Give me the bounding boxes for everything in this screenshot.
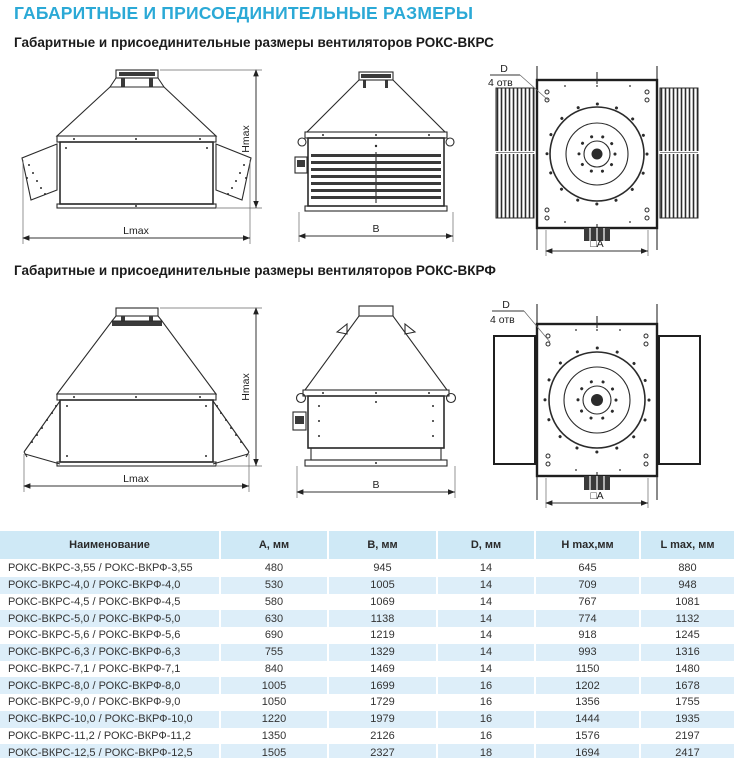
- table-row: [0, 711, 734, 728]
- dimension-cell: 1050: [220, 694, 328, 711]
- dimension-cell: 1350: [220, 728, 328, 745]
- b-dim-label: B: [371, 223, 380, 235]
- dimension-cell: 1219: [328, 627, 437, 644]
- dimension-cell: 2327: [328, 744, 437, 758]
- dimension-cell: 16: [437, 677, 535, 694]
- fan-name-cell: РОКС-ВКРС-3,55 / РОКС-ВКРФ-3,55: [8, 562, 193, 575]
- dimension-cell: 709: [535, 577, 640, 594]
- dimension-cell: 14: [437, 661, 535, 678]
- section-vkrs-subtitle: Габаритные и присоединительные размеры вентиляторов РОКС-ВКРС: [14, 35, 494, 50]
- dimension-cell: 16: [437, 711, 535, 728]
- fan-name-cell: РОКС-ВКРС-11,2 / РОКС-ВКРФ-11,2: [8, 729, 191, 742]
- dimension-cell: 580: [220, 594, 328, 611]
- hmax-label: Hmax: [240, 125, 252, 153]
- dimensions-table: [0, 531, 734, 758]
- dimension-cell: 880: [640, 560, 734, 577]
- table-row: [0, 694, 734, 711]
- square-a-label: □A: [590, 490, 604, 502]
- table-row: [0, 560, 734, 577]
- fan-name-cell: РОКС-ВКРС-12,5 / РОКС-ВКРФ-12,5: [8, 746, 193, 758]
- table-row: [0, 627, 734, 644]
- table-row: [0, 744, 734, 758]
- vkrf-top-view-drawing: [480, 294, 730, 514]
- dimension-cell: 14: [437, 627, 535, 644]
- lmax-label: Lmax: [123, 225, 149, 237]
- table-row: [0, 728, 734, 745]
- fan-name-cell: РОКС-ВКРС-7,1 / РОКС-ВКРФ-7,1: [8, 662, 181, 675]
- dimension-cell: 14: [437, 577, 535, 594]
- fan-name-cell: РОКС-ВКРС-4,0 / РОКС-ВКРФ-4,0: [8, 579, 181, 592]
- dimension-cell: 1469: [328, 661, 437, 678]
- dimension-cell: 1755: [640, 694, 734, 711]
- dimension-cell: 1245: [640, 627, 734, 644]
- table-row: [0, 610, 734, 627]
- lmax-label: Lmax: [123, 473, 149, 485]
- vkrs-drawings-row: [4, 58, 730, 258]
- vkrs-top-view-drawing: [480, 60, 730, 258]
- dimension-cell: 1678: [640, 677, 734, 694]
- dimension-cell: 530: [220, 577, 328, 594]
- fan-name-cell: РОКС-ВКРС-8,0 / РОКС-ВКРФ-8,0: [8, 679, 181, 692]
- dimension-cell: 2417: [640, 744, 734, 758]
- table-row: [0, 644, 734, 661]
- dimension-cell: 1699: [328, 677, 437, 694]
- dimension-cell: 14: [437, 560, 535, 577]
- dimension-cell: 948: [640, 577, 734, 594]
- dimension-cell: 1356: [535, 694, 640, 711]
- dimension-cell: 1005: [328, 577, 437, 594]
- dimension-cell: 1505: [220, 744, 328, 758]
- vkrf-side-view-drawing: [275, 294, 475, 514]
- column-header-2: B, мм: [328, 531, 437, 560]
- table-body: [0, 560, 734, 758]
- hmax-label: Hmax: [240, 373, 252, 401]
- holes-note-label: 4 отв: [488, 77, 513, 89]
- dimension-cell: 1081: [640, 594, 734, 611]
- dimension-cell: 1132: [640, 610, 734, 627]
- dimension-cell: 1979: [328, 711, 437, 728]
- dimension-cell: 2126: [328, 728, 437, 745]
- vkrf-drawings-row: [4, 286, 730, 514]
- dimension-cell: 993: [535, 644, 640, 661]
- dimension-cell: 480: [220, 560, 328, 577]
- fan-name-cell: РОКС-ВКРС-6,3 / РОКС-ВКРФ-6,3: [8, 646, 181, 659]
- dimension-cell: 14: [437, 644, 535, 661]
- dimension-cell: 1202: [535, 677, 640, 694]
- dimension-cell: 1069: [328, 594, 437, 611]
- dimension-cell: 1005: [220, 677, 328, 694]
- section-vkrf-subtitle: Габаритные и присоединительные размеры вентиляторов РОКС-ВКРФ: [14, 263, 496, 278]
- vkrf-front-view-drawing: [4, 294, 269, 514]
- dimension-cell: 767: [535, 594, 640, 611]
- table-row: [0, 594, 734, 611]
- dimension-cell: 14: [437, 594, 535, 611]
- table-row: [0, 661, 734, 678]
- dimension-cell: 18: [437, 744, 535, 758]
- dimension-cell: 16: [437, 728, 535, 745]
- dimension-cell: 1150: [535, 661, 640, 678]
- table-row: [0, 577, 734, 594]
- dimension-cell: 1444: [535, 711, 640, 728]
- dimension-cell: 1480: [640, 661, 734, 678]
- dimension-cell: 1329: [328, 644, 437, 661]
- page-title: ГАБАРИТНЫЕ И ПРИСОЕДИНИТЕЛЬНЫЕ РАЗМЕРЫ: [14, 3, 474, 23]
- column-header-5: L max, мм: [640, 531, 734, 560]
- column-header-4: H max,мм: [535, 531, 640, 560]
- dimension-cell: 690: [220, 627, 328, 644]
- table-header-row: [0, 531, 734, 560]
- dimension-cell: 1316: [640, 644, 734, 661]
- dimension-cell: 645: [535, 560, 640, 577]
- fan-name-cell: РОКС-ВКРС-4,5 / РОКС-ВКРФ-4,5: [8, 595, 181, 608]
- dimension-cell: 1694: [535, 744, 640, 758]
- dimension-cell: 2197: [640, 728, 734, 745]
- dimension-cell: 918: [535, 627, 640, 644]
- dimension-cell: 945: [328, 560, 437, 577]
- dimension-cell: 1220: [220, 711, 328, 728]
- square-a-label: □A: [590, 238, 604, 250]
- column-header-3: D, мм: [437, 531, 535, 560]
- b-dim-label: B: [371, 479, 380, 491]
- column-header-0: Наименование: [0, 531, 220, 560]
- vkrs-side-view-drawing: [275, 60, 475, 258]
- dimension-cell: 1576: [535, 728, 640, 745]
- column-header-1: A, мм: [220, 531, 328, 560]
- fan-name-cell: РОКС-ВКРС-5,0 / РОКС-ВКРФ-5,0: [8, 612, 181, 625]
- table-row: [0, 677, 734, 694]
- d-dim-label: D: [500, 63, 508, 75]
- dimension-cell: 1935: [640, 711, 734, 728]
- dimension-cell: 774: [535, 610, 640, 627]
- dimension-cell: 630: [220, 610, 328, 627]
- holes-note-label: 4 отв: [490, 314, 515, 326]
- vkrs-front-view-drawing: [4, 60, 269, 258]
- fan-name-cell: РОКС-ВКРС-9,0 / РОКС-ВКРФ-9,0: [8, 696, 181, 709]
- dimension-cell: 755: [220, 644, 328, 661]
- dimension-cell: 1729: [328, 694, 437, 711]
- dimension-cell: 840: [220, 661, 328, 678]
- dimension-cell: 1138: [328, 610, 437, 627]
- fan-name-cell: РОКС-ВКРС-5,6 / РОКС-ВКРФ-5,6: [8, 629, 181, 642]
- d-dim-label: D: [502, 299, 510, 311]
- fan-name-cell: РОКС-ВКРС-10,0 / РОКС-ВКРФ-10,0: [8, 713, 193, 726]
- dimension-cell: 14: [437, 610, 535, 627]
- dimension-cell: 16: [437, 694, 535, 711]
